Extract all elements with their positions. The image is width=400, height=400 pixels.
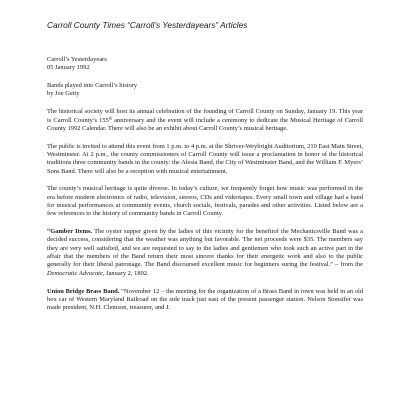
article-body [47,56,363,322]
paragraph-1 [47,108,363,133]
article-byline: by Joe Getty [47,90,80,98]
article-headline: Bands played into Carroll’s history [47,82,138,90]
paragraph-5 [47,288,363,313]
paragraph-5-text: “November 12 – the meeting for the organization of a Brass Band in town was held in an old box car of Western Maryland Railroad on the side track just east of the present passenger station. Nelson Stonsifer was made president, N.H. Clemson, treasurer, and J. [47,287,363,312]
paragraph-4-text: The oyster supper given by the ladies of this vicinity for the benefitof the Mechanicsville Band was a decided success, considering that the weather was anything but favorable. The net proceeds were $35. The members say they are very well satisfied, and we are requested to say to the ladies and gentlemen who took such an active part in the affair that the members of the Band return their most sincere thanks for their energetic work and also to the public generally for their liberal patronage. The Band discoursed excellent music for beginners suring the festival.” – from the [47,228,363,269]
paragraph-1-text-b: anniversary and the event will include a ceremony to dedicate the Musical Heritage of Carroll County 1992 Calendar. There will also be an exhibit about Carroll County’s musical heritage. [47,116,363,132]
paragraph-1-text-a: The historical society will host its annual celebration of the founding of Carroll County on Sunday, January 19. This year is Carroll County’s 155 [47,108,363,124]
article-date: 05 January 1992 [47,64,90,72]
document-header: Carroll County Times “Carroll’s Yesterdayears” Articles [47,20,248,30]
paragraph-4-lead: “Gamber Items. [47,228,93,236]
paragraph-4-date: , January 2, 1892. [102,269,149,277]
paragraph-2: The public is invited to attend this event from 1 p.m. to 4 p.m. at the Shriver-Weybright Auditorium, 210 East Main Street, Westminster. At 2 p.m., the county commissioners of Carroll County will issue a proclamation in honor of the historical traditions three community bands in the county: the Alesia Band, the City of Westminster Band, and the William F. Myers’ Sons Band. There will also be a reception with musical entertainment. [47,142,363,175]
ordinal-suffix: th [108,114,113,120]
column-name: Carroll’s Yesterdayears [47,56,107,63]
article-meta [47,56,363,73]
paragraph-4-source: Democratic Advocate [47,269,103,277]
article-byline-block [47,82,363,99]
paragraph-4 [47,228,363,278]
paragraph-5-lead: Union Bridge Brass Band. [47,287,120,295]
paragraph-3: The county’s musical heritage is quite diverse. In today’s culture, we frequently forget how music was performed in the era before modern electronics of radio, television, stereos, CDs and videotapes. Every small town and village had a band for musical performances at community events, church socials, festivals, parades and other activities. Listed below are a few references to the history of community bands in Carroll County. [47,185,363,218]
